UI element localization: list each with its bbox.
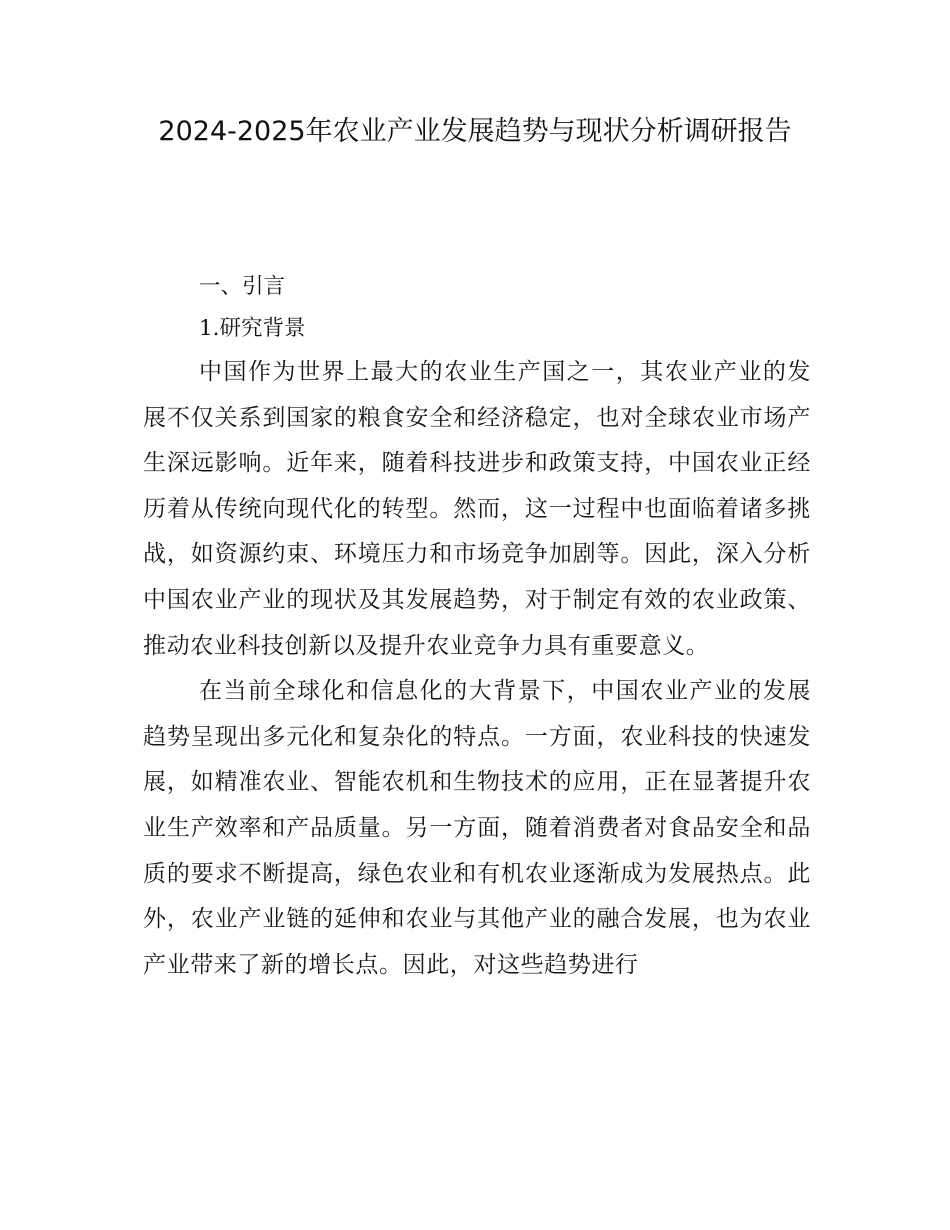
document-body — [143, 266, 811, 988]
paragraph-2: 在当前全球化和信息化的大背景下，中国农业产业的发展趋势呈现出多元化和复杂化的特点。一方面，农业科技的快速发展，如精准农业、智能农机和生物技术的应用，正在显著提升农业生产效率和产品质量。另一方面，随着消费者对食品安全和品质的要求不断提高，绿色农业和有机农业逐渐成为发展热点。此外，农业产业链的延伸和农业与其他产业的融合发展，也为农业产业带来了新的增长点。因此，对这些趋势进行 — [143, 678, 811, 978]
section-heading: 一、引言 — [199, 274, 286, 299]
paragraph-1: 中国作为世界上最大的农业生产国之一，其农业产业的发展不仅关系到国家的粮食安全和经济稳定，也对全球农业市场产生深远影响。近年来，随着科技进步和政策支持，中国农业正经历着从传统向现代化的转型。然而，这一过程中也面临着诸多挑战，如资源约束、环境压力和市场竞争加剧等。因此，深入分析中国农业产业的现状及其发展趋势，对于制定有效的农业政策、推动农业科技创新以及提升农业竞争力具有重要意义。 — [143, 359, 811, 659]
document-title: 2024-2025年农业产业发展趋势与现状分析调研报告 — [158, 116, 792, 147]
subsection-heading: 1.研究背景 — [199, 316, 306, 341]
